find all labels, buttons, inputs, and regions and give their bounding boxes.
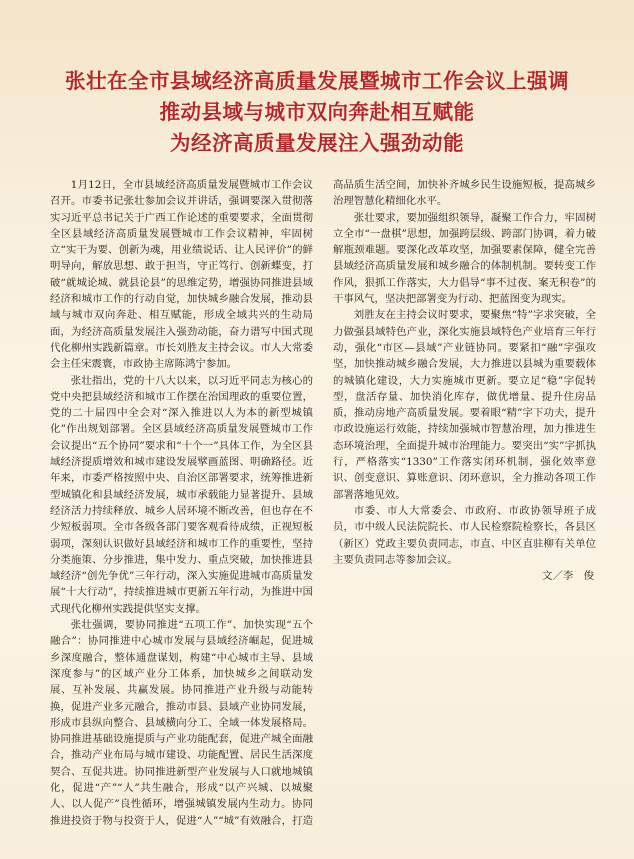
article-paragraph: 张壮强调，要协同推进“五项工作”、加快实现“五个融合”：协同推进中心城市发展与县域经济崛起，促进城乡深度融合，整体通盘谋划，构建“中心城市主导、县域深度参与”的区域产业分工体系，加快城乡之间联动发展、互补发展、共赢发展。协同推进产业升级与动能转换，促进产业多元融合，推动市县、县域产业协同发展，形成市县纵向整合、县域横向分工、全域一体发展格局。协同推进基础设施提质与产业功能配套，促进产城全面融合，推动产业布局与城市建设、功能配置、居民生活深度契合、互促共进。协同推进新型产业发展与人口就地城镇化，促进“产”“人”共生融合，形成“以产兴城、以城聚人、以人促产”良性循环，增强城镇发展内生动力。协同推进投资于物与投资于人，促进“人”“城”有效融合，打造高品质生活空间，加快补齐城乡民生设施短板，提高城乡治理智慧化精细化水平。: [50, 179, 596, 827]
article-paragraph: 张壮要求，要加强组织领导，凝聚工作合力，牢固树立全市“一盘棋”思想，加强跨层级、跨部门协调，着力破解瓶颈难题。要深化改革攻坚，加强要素保障，健全完善县域经济高质量发展和城乡融合的体制机制。要转变工作作风，狠抓工作落实，大力倡导“事不过夜、案无积卷”的干事风气，坚决把部署变为行动、把蓝图变为现实。: [333, 211, 596, 306]
headline-line-3: 为经济高质量发展注入强劲动能: [170, 131, 464, 155]
article-paragraph: 1月12日，全市县域经济高质量发展暨城市工作会议召开。市委书记张壮参加会议并讲话，强调要深入贯彻落实习近平总书记关于广西工作论述的重要要求，全面贯彻全区县域经济高质量发展暨城市工作会议精神，牢固树立“实干为要、创新为魂，用业绩说话、让人民评价”的鲜明导向，解放思想、敢于担当，守正笃行、创新蝶变，打破“就城论城、就县论县”的思维定势，增强协同推进县域经济和城市工作的行动自觉，加快城乡融合发展，推动县域与城市双向奔赴、相互赋能，形成全域共兴的生动局面，为经济高质量发展注入强劲动能，奋力谱写中国式现代化柳州实践新篇章。市长刘胜友主持会议。市人大常委会主任宋震寰，市政协主席陈鸿宁参加。: [50, 179, 313, 371]
headline: [20, 66, 614, 159]
article-body: [50, 177, 596, 847]
article-paragraph: 市委、市人大常委会、市政府、市政协领导班子成员，市中级人民法院院长、市人民检察院检察长，各县区（新区）党政主要负责同志，市直、中区直驻柳有关单位主要负责同志等参加会议。: [333, 504, 596, 566]
article-paragraph: 刘胜友在主持会议时要求，要聚焦“特”字求突破，全力做强县域特色产业，深化实施县域特色产业培育三年行动，强化“市区—县域”产业链协同。要紧扣“融”字强攻坚，加快推动城乡融合发展，大力推进以县城为重要载体的城镇化建设，大力实施城市更新。要立足“稳”字促转型，盘活存量、加快消化库存，做优增量、提升住房品质，推动房地产高质量发展。要着眼“精”字下功夫，提升市政设施运行效能，持续加强城市智慧治理，加力推进生态环境治理，全面提升城市治理能力。要突出“实”字抓执行，严格落实“1330”工作落实闭环机制，强化效率意识、创变意识、算账意识、闭环意识，全力推动各项工作部署落地见效。: [333, 309, 596, 501]
headline-line-1: 张壮在全市县域经济高质量发展暨城市工作会议上强调: [65, 69, 569, 93]
headline-line-2: 推动县域与城市双向奔赴相互赋能: [159, 100, 475, 124]
article-paragraph: 张壮指出，党的十八大以来，以习近平同志为核心的党中央把县域经济和城市工作摆在治国理政的重要位置，党的二十届四中全会对“深入推进以人为本的新型城镇化”作出规划部署。全区县域经济高质量发展暨城市工作会议提出“五个协同”要求和“十个一”具体工作，为全区县域经济提质增效和城市建设发展擘画蓝图、明确路径。近年来，市委严格按照中央、自治区部署要求，统筹推进新型城镇化和县域经济发展，城市承载能力显著提升、县域经济活力持续释放、城乡人居环境不断改善，但也存在不少短板弱项。全市各级各部门要客观看待成绩，正视短板弱项，深刻认识做好县域经济和城市工作的重要性，坚持分类施策、分步推进，集中发力、重点突破，加快推进县域经济“创先争优”三年行动，深入实施促进城市高质量发展“十大行动”，持续推进城市更新五年行动，为推进中国式现代化柳州实践提供坚实支撑。: [50, 374, 313, 615]
author-byline: 文／李 俊: [542, 570, 594, 583]
